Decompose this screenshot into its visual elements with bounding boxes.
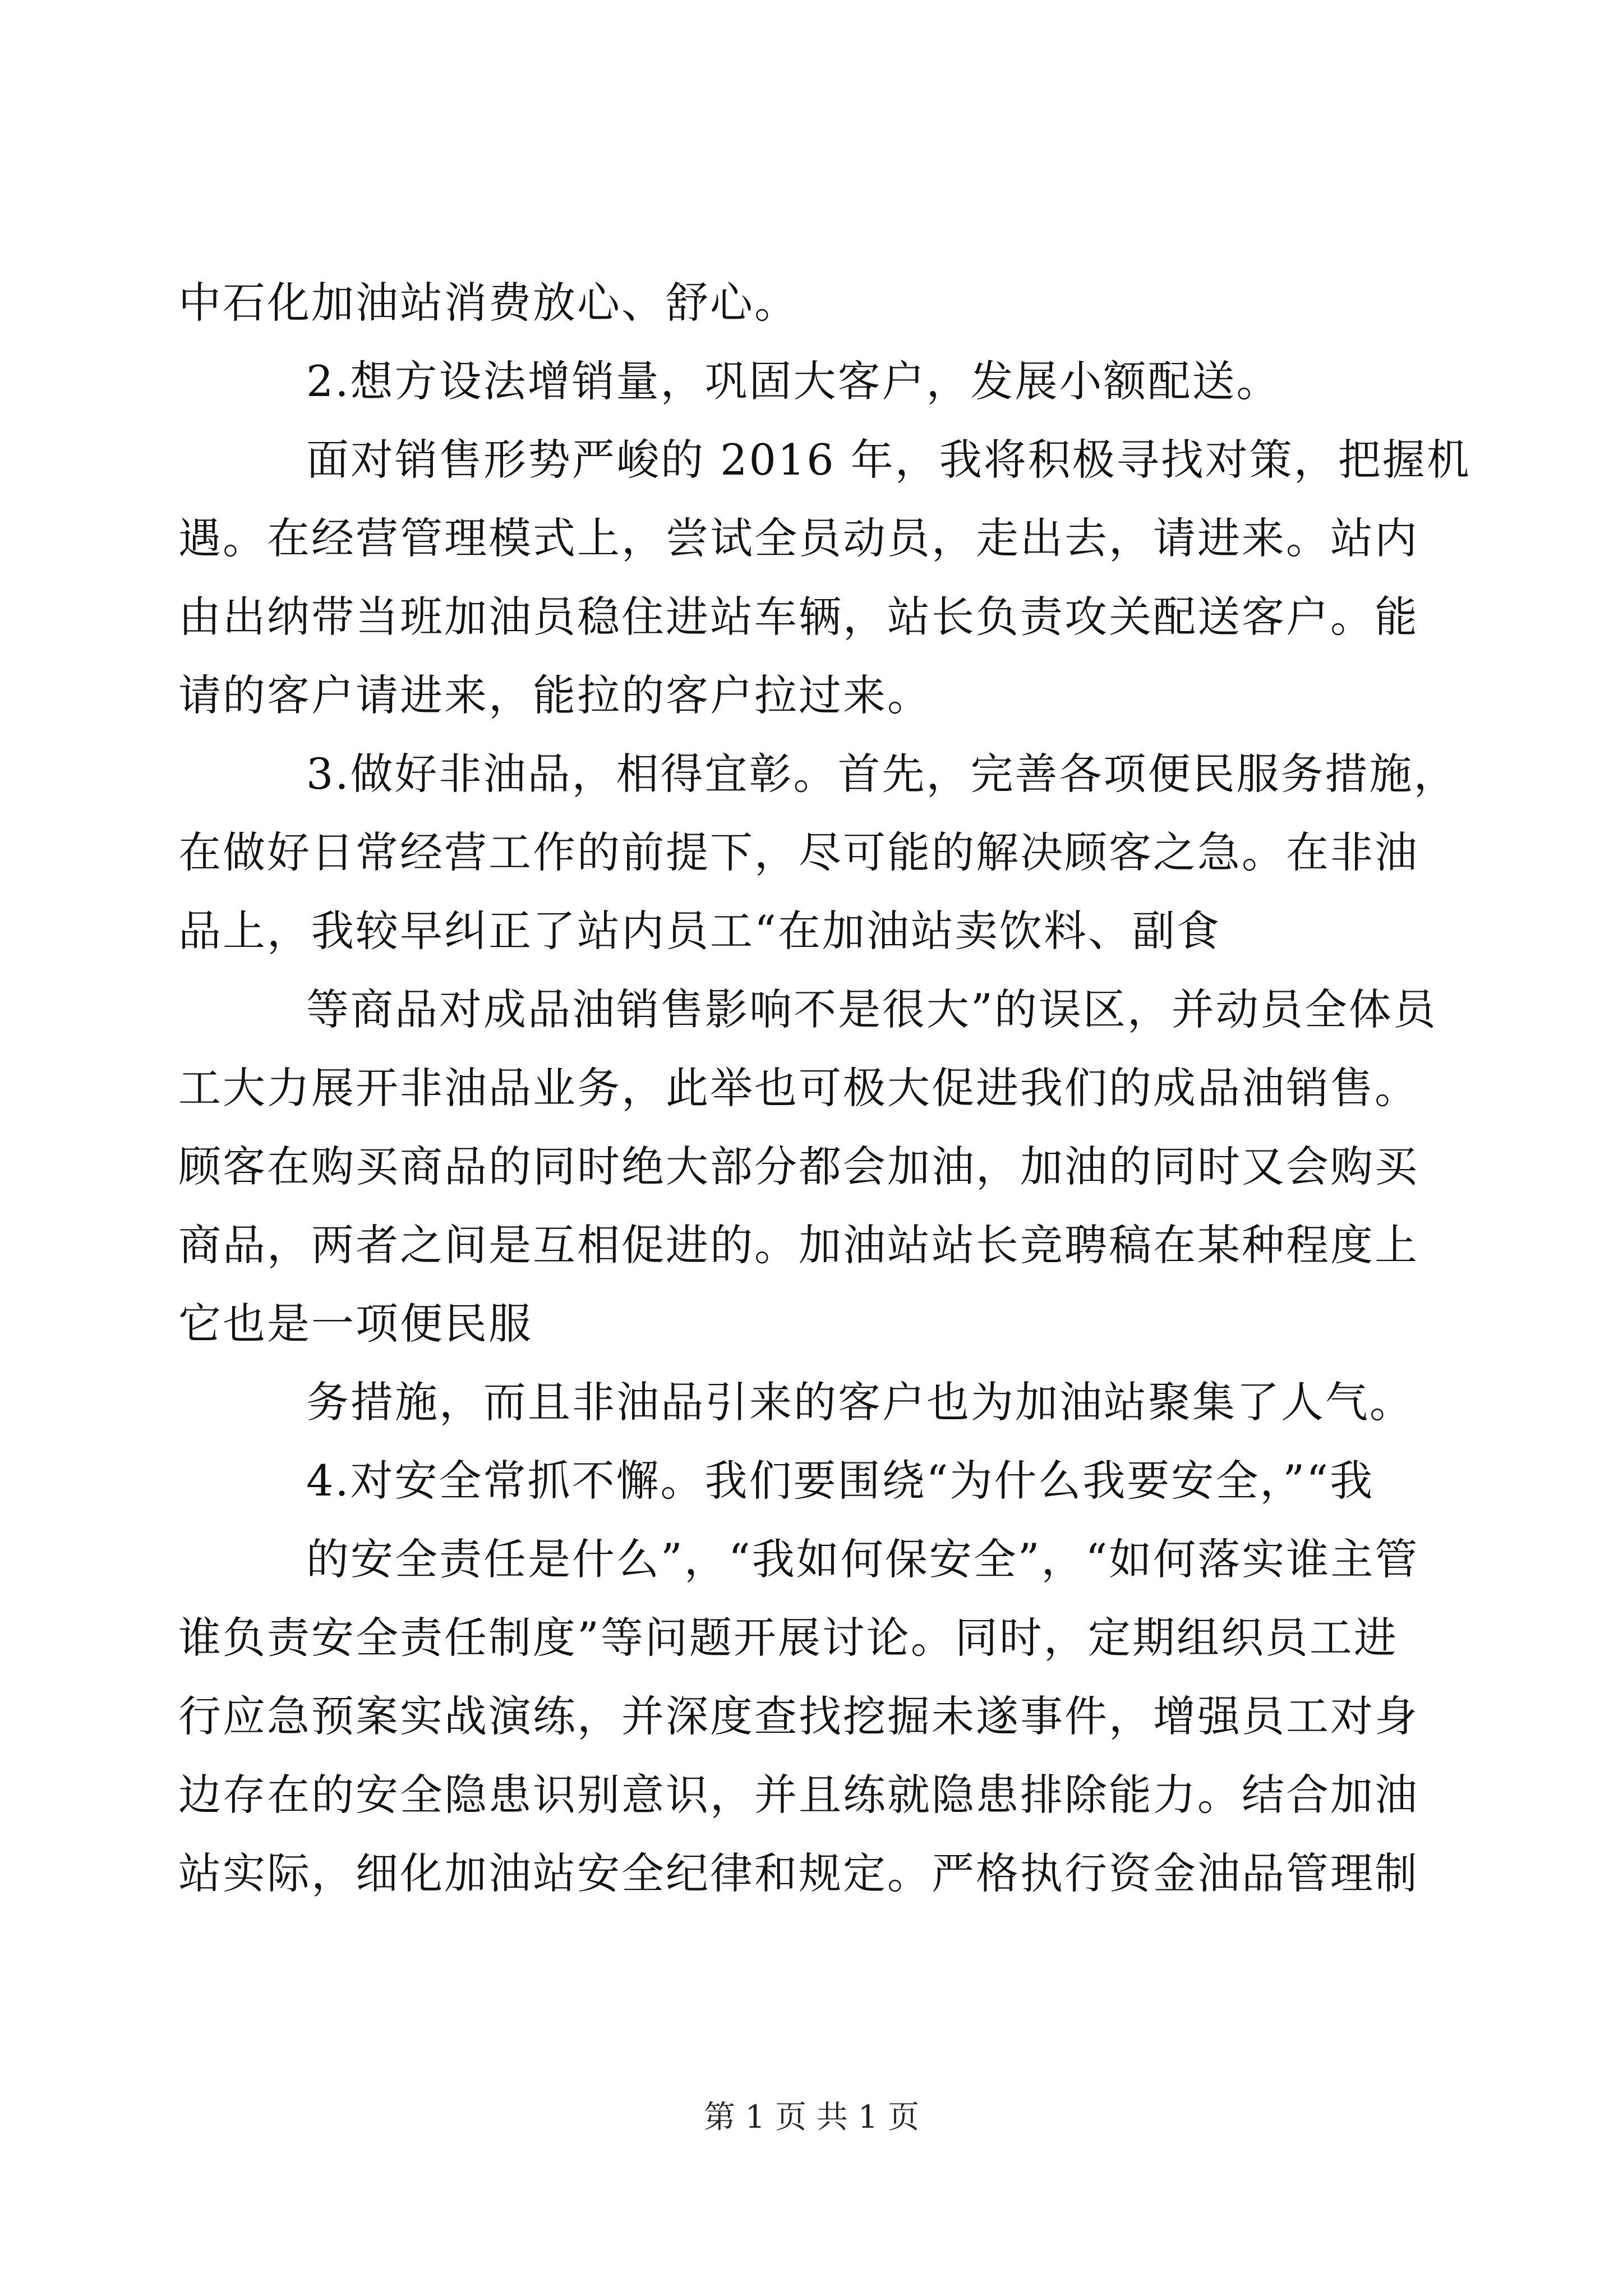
document-body	[178, 264, 1471, 1913]
page-number-label: 第 1 页 共 1 页	[703, 2099, 920, 2136]
text-line: 商品，两者之间是互相促进的。加油站站长竞聘稿在某种程度上	[178, 1220, 1419, 1270]
text-line: 请的客户请进来，能拉的客户拉过来。	[178, 670, 932, 720]
text-line: 2.想方设法增销量，巩固大客户，发展小额配送。	[306, 356, 1281, 406]
text-line: 3.做好非油品，相得宜彰。首先，完善各项便民服务措施，	[306, 749, 1458, 799]
text-line: 的安全责任是什么”，“我如何保安全”，“如何落实谁主管	[306, 1534, 1419, 1584]
text-line: 遇。在经营管理模式上，尝试全员动员，走出去，请进来。站内	[178, 513, 1419, 563]
text-line: 面对销售形势严峻的 2016 年，我将积极寻找对策，把握机	[306, 435, 1471, 485]
text-line: 4.对安全常抓不懈。我们要围绕“为什么我要安全，”“我	[306, 1456, 1375, 1506]
text-line: 等商品对成品油销售影响不是很大”的误区，并动员全体员	[306, 984, 1437, 1034]
text-line: 顾客在购买商品的同时绝大部分都会加油，加油的同时又会购买	[178, 1142, 1419, 1191]
text-line: 工大力展开非油品业务，此举也可极大促进我们的成品油销售。	[178, 1063, 1419, 1113]
text-line: 务措施，而且非油品引来的客户也为加油站聚集了人气。	[306, 1377, 1414, 1427]
text-line: 由出纳带当班加油员稳住进站车辆，站长负责攻关配送客户。能	[178, 592, 1419, 642]
text-line: 它也是一项便民服	[178, 1299, 533, 1349]
text-line: 在做好日常经营工作的前提下，尽可能的解决顾客之急。在非油	[178, 827, 1419, 877]
page-footer	[0, 2095, 1623, 2140]
text-line: 品上，我较早纠正了站内员工“在加油站卖饮料、副食	[178, 906, 1221, 956]
text-line: 站实际，细化加油站安全纪律和规定。严格执行资金油品管理制	[178, 1848, 1419, 1898]
text-line: 谁负责安全责任制度”等问题开展讨论。同时，定期组织员工进	[178, 1613, 1398, 1663]
text-line: 边存在的安全隐患识别意识，并且练就隐患排除能力。结合加油	[178, 1770, 1419, 1820]
text-line: 中石化加油站消费放心、舒心。	[178, 278, 799, 328]
text-line: 行应急预案实战演练，并深度查找挖掘未遂事件，增强员工对身	[178, 1691, 1419, 1741]
